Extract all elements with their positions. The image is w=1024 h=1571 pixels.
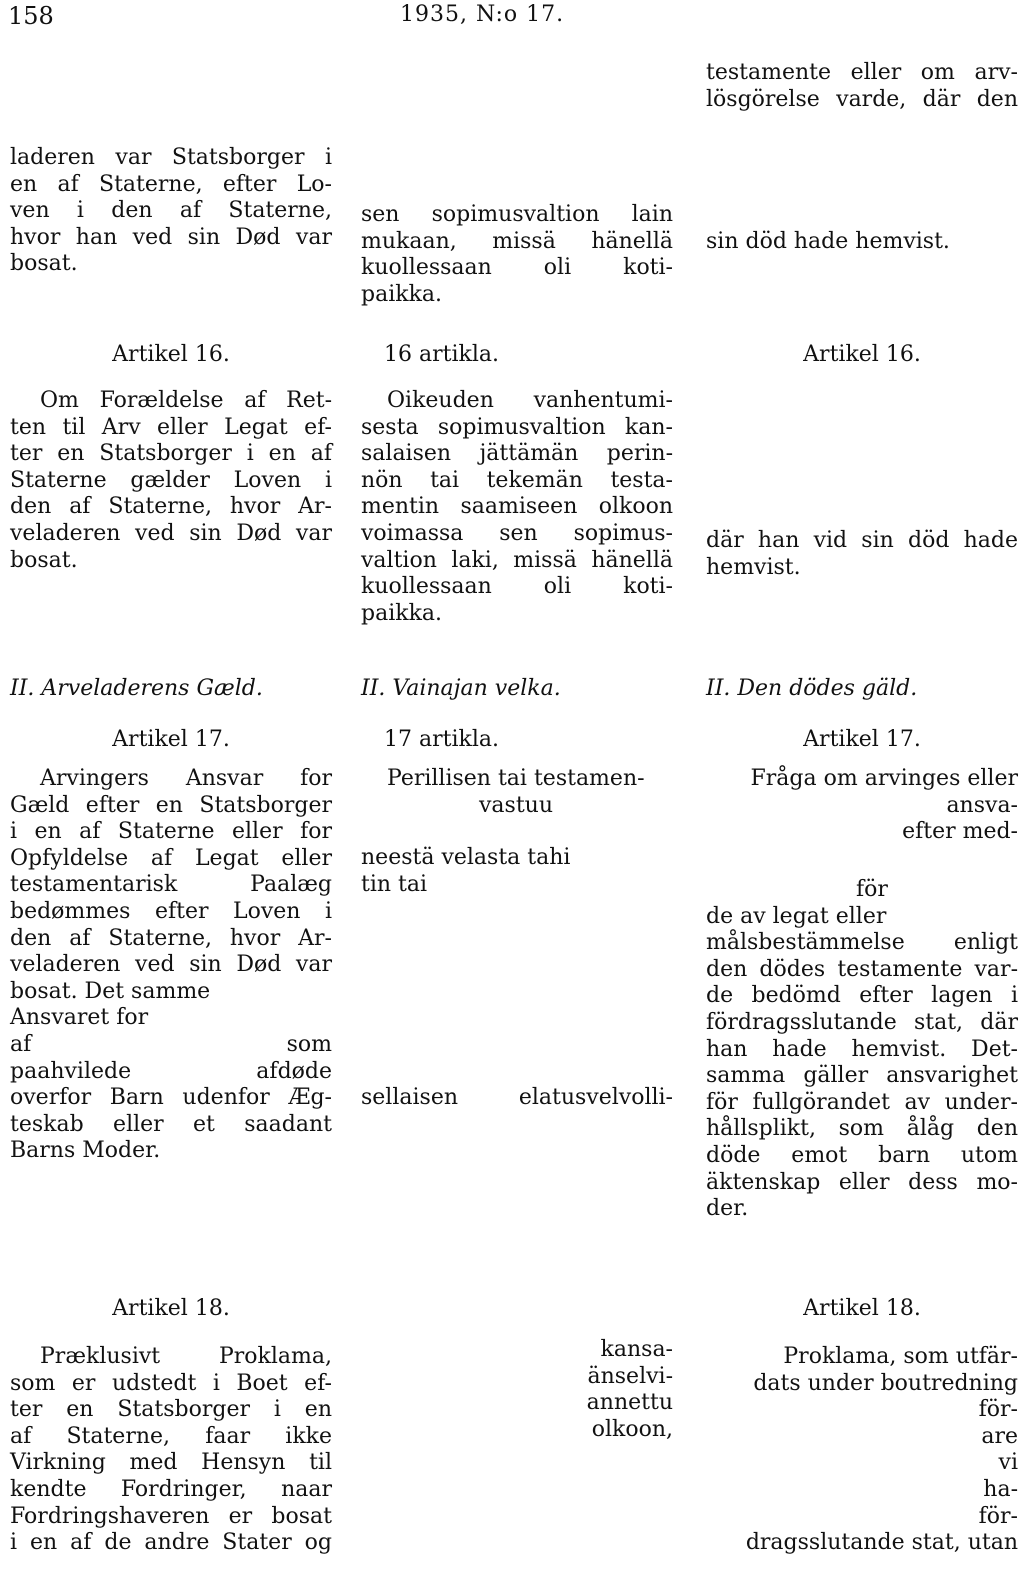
text-line: de av legat eller [706, 903, 887, 929]
text-line: där han vid sin död hade [706, 528, 1018, 553]
text-line: nön tai tekemän testa- [361, 467, 673, 493]
page-number: 158 [8, 2, 54, 30]
text-line: den dödes testamente var- [706, 956, 1018, 982]
finnish-article-17-part-c [361, 1085, 673, 1112]
text-line: en af Staterne, efter Lo- [10, 171, 332, 197]
finnish-article-17-part-b [361, 845, 673, 898]
swedish-section-heading: II. Den dödes gäld. [706, 676, 918, 701]
text-line: sellaisen elatusvelvolli- [361, 1085, 673, 1110]
text-line: efter med- [902, 819, 1018, 845]
finnish-article-16-title: 16 artikla. [384, 342, 499, 367]
text-line: veladeren ved sin Død var [10, 520, 332, 546]
text-line: paahvilede afdøde [10, 1058, 332, 1084]
danish-article-16-paragraph [10, 388, 332, 574]
text-line: hemvist. [706, 554, 801, 580]
text-line: Virkning med Hensyn til [10, 1450, 332, 1476]
text-line: Fordringshaveren er bosat [10, 1503, 332, 1529]
text-line: der. [706, 1196, 749, 1222]
text-line: dats under boutredning [753, 1370, 1018, 1396]
text-line: salaisen jättämän perin- [361, 441, 673, 467]
text-line: ter en Statsborger i en [10, 1397, 332, 1423]
text-line: änselvi- [587, 1363, 673, 1389]
swedish-intro-line [706, 229, 1018, 256]
text-line: bosat. Det samme [10, 978, 211, 1004]
text-line: äktenskap eller dess mo- [706, 1169, 1018, 1195]
text-line: ansva- [946, 792, 1018, 818]
text-line: kendte Fordringer, naar [10, 1476, 332, 1502]
text-line: Staterne gælder Loven i [10, 467, 332, 493]
text-line: Barns Moder. [10, 1138, 161, 1164]
text-line: den af Staterne, hvor Ar- [10, 494, 332, 520]
finnish-article-17-title: 17 artikla. [384, 727, 499, 752]
text-line: döde emot barn utom [706, 1142, 1018, 1168]
text-line: ven i den af Staterne, [10, 198, 332, 224]
text-line: som er udstedt i Boet ef- [10, 1370, 332, 1396]
text-line: ha- [983, 1476, 1018, 1502]
text-line: are [981, 1423, 1018, 1449]
text-line: Præklusivt Proklama, [40, 1344, 332, 1369]
text-line: Proklama, som utfär- [783, 1344, 1018, 1369]
text-line: hållsplikt, som ålåg den [706, 1116, 1018, 1142]
text-line: laderen var Statsborger i [10, 145, 332, 170]
text-line: för- [978, 1397, 1018, 1423]
danish-intro-paragraph [10, 145, 332, 278]
text-line: för fullgörandet av under- [706, 1089, 1018, 1115]
finnish-intro-paragraph [361, 202, 673, 308]
swedish-article-17-part-a [706, 766, 1018, 846]
text-line: paikka. [361, 600, 443, 626]
text-line: i en af Staterne eller for [10, 819, 332, 845]
danish-article-18-paragraph [10, 1344, 332, 1557]
text-line: ten til Arv eller Legat ef- [10, 414, 332, 440]
text-line: af Staterne, faar ikke [10, 1423, 332, 1449]
text-line: overfor Barn udenfor Æg- [10, 1085, 332, 1111]
finnish-article-16-paragraph [361, 388, 673, 627]
text-line: valtion laki, missä hänellä [361, 547, 673, 573]
text-line: mukaan, missä hänellä [361, 228, 673, 254]
text-line: annettu [586, 1390, 673, 1416]
text-line: voimassa sen sopimus- [361, 520, 673, 546]
swedish-article-18-paragraph [706, 1344, 1018, 1557]
text-line: sesta sopimusvaltion kan- [361, 414, 673, 440]
swedish-article-17-title: Artikel 17. [803, 727, 921, 752]
swedish-article-18-title: Artikel 18. [803, 1296, 921, 1321]
finnish-article-17-part-a [361, 766, 673, 819]
danish-article-17-paragraph [10, 766, 332, 1165]
finnish-section-heading: II. Vainajan velka. [361, 676, 561, 701]
text-line: sen sopimusvaltion lain [361, 202, 673, 227]
text-line: ter en Statsborger i en af [10, 441, 332, 467]
text-line: teskab eller et saadant [10, 1111, 332, 1137]
text-line: bosat. [10, 547, 78, 573]
text-line: testamente eller om arv- [706, 60, 1018, 85]
text-line: kansa- [600, 1337, 673, 1362]
danish-article-18-title: Artikel 18. [112, 1296, 230, 1321]
text-line: dragsslutande stat, utan [745, 1530, 1018, 1556]
text-line: de bedömd efter lagen i [706, 983, 1018, 1009]
swedish-article-16-paragraph [706, 528, 1018, 581]
swedish-top-paragraph [706, 60, 1018, 113]
danish-section-heading: II. Arveladerens Gæld. [10, 676, 263, 701]
danish-article-16-title: Artikel 16. [112, 342, 230, 367]
swedish-article-16-title: Artikel 16. [803, 342, 921, 367]
text-line: hvor han ved sin Død var [10, 224, 332, 250]
text-line: sin död hade hemvist. [706, 229, 950, 254]
text-line: i en af de andre Stater og [10, 1530, 332, 1556]
text-line: mentin saamiseen olkoon [361, 494, 673, 520]
text-line: bosat. [10, 251, 78, 277]
text-line: vi [998, 1450, 1018, 1476]
swedish-article-17-part-b [706, 877, 1018, 1223]
text-line: Om Forældelse af Ret- [40, 388, 332, 413]
text-line: Perillisen tai testamen- [387, 766, 645, 791]
text-line: den af Staterne, hvor Ar- [10, 925, 332, 951]
text-line: Gæld efter en Statsborger [10, 792, 332, 818]
danish-article-17-title: Artikel 17. [112, 727, 230, 752]
text-line: af som [10, 1031, 332, 1057]
text-line: testamentarisk Paalæg [10, 872, 332, 898]
running-header: 1935, N:o 17. [400, 2, 565, 27]
text-line: samma gäller ansvarighet [706, 1063, 1018, 1089]
text-line: veladeren ved sin Død var [10, 952, 332, 978]
text-line: målsbestämmelse enligt [706, 930, 1018, 956]
text-line: bedømmes efter Loven i [10, 898, 332, 924]
text-line: olkoon, [591, 1416, 673, 1442]
text-line: kuollessaan oli koti- [361, 574, 673, 600]
text-line: för- [978, 1503, 1018, 1529]
text-line: fördragsslutande stat, där [706, 1009, 1018, 1035]
text-line: Oikeuden vanhentumi- [387, 388, 673, 413]
text-line: paikka. [361, 281, 443, 307]
text-line: Fråga om arvinges eller [750, 766, 1018, 791]
text-line: tin tai [361, 871, 428, 897]
finnish-article-18-fragment [361, 1337, 673, 1443]
text-line: han hade hemvist. Det- [706, 1036, 1018, 1062]
text-line: lösgörelse varde, där den [706, 86, 1018, 112]
text-line: vastuu [479, 792, 554, 818]
text-line: Opfyldelse af Legat eller [10, 845, 332, 871]
text-line: Arvingers Ansvar for [40, 766, 332, 791]
text-line: kuollessaan oli koti- [361, 255, 673, 281]
text-line: för [856, 877, 888, 902]
text-line: Ansvaret for [10, 1005, 149, 1031]
text-line: neestä velasta tahi [361, 845, 571, 870]
